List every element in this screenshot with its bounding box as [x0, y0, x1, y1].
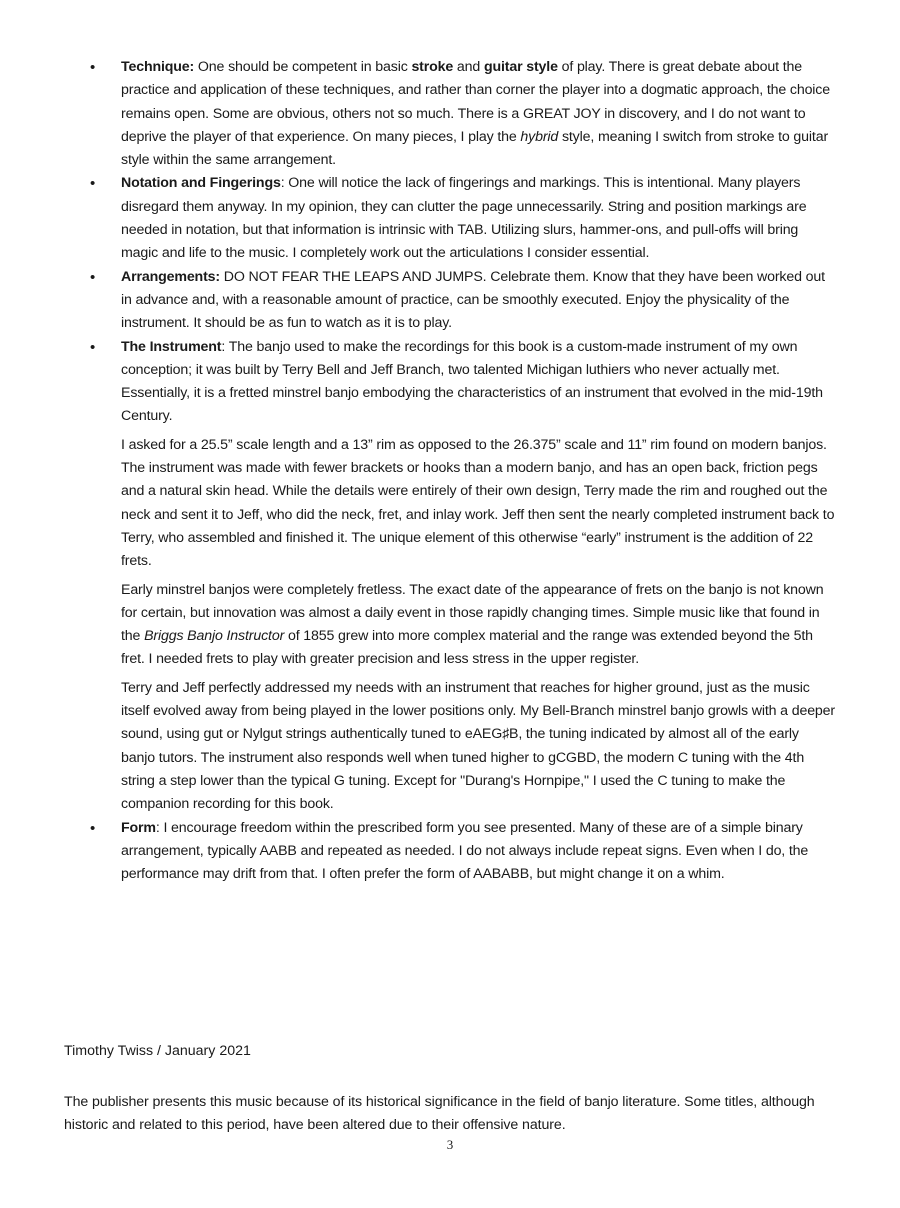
publisher-notice: The publisher presents this music because of its historical significance in the field of banjo literature. Some titles, although historic and related to this period, have been altered due to their offensive nature. — [64, 1094, 815, 1133]
notation-paragraph — [121, 172, 835, 265]
list-item-instrument — [90, 336, 835, 817]
form-label: Form — [121, 819, 156, 836]
technique-label: Technique: — [121, 59, 195, 75]
notes-list — [90, 56, 835, 886]
technique-stroke: stroke — [411, 59, 454, 75]
bullet-icon: • — [90, 268, 96, 286]
technique-text-2: and — [453, 59, 484, 75]
page-number: 3 — [446, 1137, 454, 1152]
instrument-label: The Instrument — [121, 338, 222, 355]
technique-text-4: style, meaning I switch from stroke to guitar style within the same arrangement. — [121, 128, 829, 169]
technique-text-3: of play. There is great debate about the practice and application of these techniques, and rather than corner the player into a dogmatic approach, the choice remains open. Some are obvious, others not so much. There is a GREAT JOY in discovery, and I do not want to deprive the player of that experience. On many pieces, I play the — [121, 59, 830, 145]
instrument-paragraph-3 — [121, 579, 835, 672]
instrument-text-3b: of 1855 grew into more complex material and the range was extended beyond the 5th fret. I needed frets to play with greater precision and less stress in the upper register. — [121, 628, 813, 668]
bullet-icon: • — [90, 338, 96, 356]
form-text: : I encourage freedom within the prescribed form you see presented. Many of these are of a simple binary arrangement, typically AABB and repeated as needed. I do not always include repeat signs. Even when I do, the performance may drift from that. I often prefer the form of AABABB, but might change it on a whim. — [121, 819, 809, 883]
technique-hybrid: hybrid — [520, 128, 559, 145]
notation-label: Notation and Fingerings — [121, 175, 281, 192]
instrument-paragraph-4: Terry and Jeff perfectly addressed my needs with an instrument that reaches for higher ground, just as the music itself evolved away from being played in the lower positions only. My Bell-Branch minstrel banjo growls with a deeper sound, using gut or Nylgut strings authentically tuned to eAEG♯B, the tuning indicated by almost all of the early banjo tutors. The instrument also responds well when tuned higher to gCGBD, the modern C tuning with the 4th string a step lower than the typical G tuning. Except for "Durang's Hornpipe," I used the C tuning to make the companion recording for this book. — [121, 679, 835, 813]
signature-line: Timothy Twiss / January 2021 — [64, 1043, 251, 1059]
arrangements-label: Arrangements: — [121, 268, 220, 285]
technique-text-1: One should be competent in basic — [194, 59, 412, 75]
list-item-arrangements — [90, 266, 835, 336]
arrangements-text: DO NOT FEAR THE LEAPS AND JUMPS. Celebrate them. Know that they have been worked out in advance and, with a reasonable amount of practice, can be smoothly executed. Enjoy the physicality of the instrument. It should be as fun to watch as it is to play. — [121, 268, 825, 332]
form-paragraph — [121, 817, 835, 887]
bullet-icon: • — [90, 175, 96, 193]
technique-guitar-style: guitar style — [483, 59, 558, 75]
arrangements-paragraph — [121, 266, 835, 336]
list-item-notation — [90, 172, 835, 265]
technique-paragraph — [121, 56, 835, 172]
notation-text: : One will notice the lack of fingerings and markings. This is intentional. Many players disregard them anyway. In my opinion, they can clutter the page unnecessarily. String and position markings are needed in notation, but that information is intrinsic with TAB. Utilizing slurs, hammer-ons, and pull-offs will bring magic and life to the music. I completely work out the articulations I consider essential. — [121, 175, 807, 262]
bullet-icon: • — [90, 819, 96, 837]
instrument-paragraph-2: I asked for a 25.5” scale length and a 13” rim as opposed to the 26.375” scale and 11” rim found on modern banjos. The instrument was made with fewer brackets or hooks than a modern banjo, and has an open back, friction pegs and a natural skin head. While the details were entirely of their own design, Terry made the rim and roughed out the neck and sent it to Jeff, who did the neck, fret, and inlay work. Jeff then sent the nearly completed instrument back to Terry, who assembled and finished it. The unique element of this otherwise “early” instrument is the addition of 22 frets. — [121, 436, 835, 570]
instrument-text-1: : The banjo used to make the recordings for this book is a custom-made instrument of my own conception; it was built by Terry Bell and Jeff Branch, two talented Michigan luthiers who never actually met. Essentially, it is a fretted minstrel banjo embodying the characteristics of an instrument that evolved in the mid-19th Century. — [121, 338, 823, 425]
instrument-text-3a: Early minstrel banjos were completely fretless. The exact date of the appearance of frets on the banjo is not known for certain, but innovation was almost a daily event in those rapidly changing times. Simple music like that found in the — [121, 581, 824, 645]
list-item-technique — [90, 56, 835, 172]
list-item-form — [90, 817, 835, 887]
instrument-paragraph-1 — [121, 336, 835, 429]
briggs-title: Briggs Banjo Instructor — [144, 628, 285, 645]
bullet-icon: • — [90, 59, 96, 76]
